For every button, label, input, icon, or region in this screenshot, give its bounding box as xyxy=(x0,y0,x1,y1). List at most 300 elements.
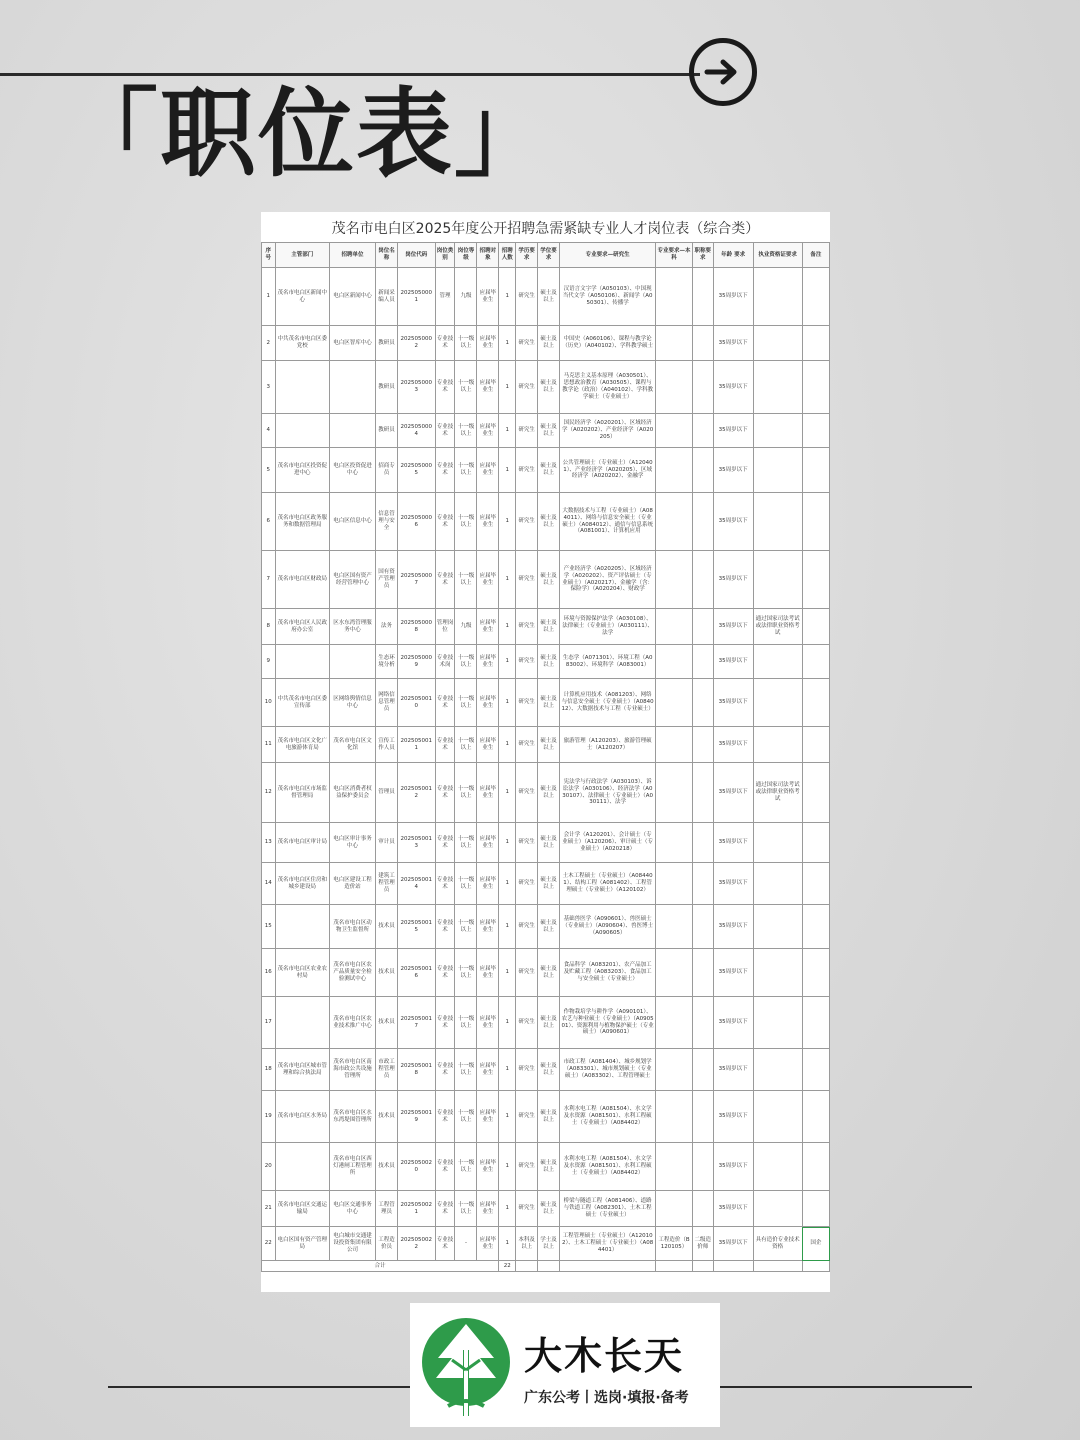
cell-degree: 硕士及以上 xyxy=(538,1049,560,1091)
cell-remark: 国企 xyxy=(802,1227,829,1261)
cell-edu: 研究生 xyxy=(516,414,538,448)
cell-remark xyxy=(802,493,829,551)
cell-degree: 硕士及以上 xyxy=(538,1143,560,1191)
cell-degree: 硕士及以上 xyxy=(538,679,560,727)
cell-undergrad: 工程造价（B120105） xyxy=(656,1227,693,1261)
cell-cert xyxy=(753,905,802,949)
cell-cert xyxy=(753,645,802,679)
column-header: 职称要求 xyxy=(692,243,713,268)
cell-cat: 专业技术岗 xyxy=(435,645,455,679)
cell-remark xyxy=(802,949,829,997)
cell-no: 11 xyxy=(262,727,276,763)
total-empty-cell xyxy=(753,1261,802,1272)
cell-level: - xyxy=(455,1227,477,1261)
cell-title xyxy=(692,905,713,949)
cell-age: 35周岁以下 xyxy=(713,1191,753,1227)
table-row xyxy=(262,823,830,863)
cell-no: 18 xyxy=(262,1049,276,1091)
cell-major: 产业经济学（A020205）、区域经济学（A020202）、资产评估硕士（专业硕士）（A020217）、金融学（含：保险学）（A020204）、财政学 xyxy=(560,551,656,609)
column-header: 岗位代码 xyxy=(397,243,435,268)
cell-level: 十一级以上 xyxy=(455,863,477,905)
cell-cert xyxy=(753,1191,802,1227)
table-total-row xyxy=(262,1261,830,1272)
cell-dept xyxy=(275,645,329,679)
cell-num: 1 xyxy=(499,414,516,448)
cell-title xyxy=(692,1191,713,1227)
cell-degree: 硕士及以上 xyxy=(538,609,560,645)
table-row xyxy=(262,1227,830,1261)
table-row xyxy=(262,1091,830,1143)
tree-logo-icon xyxy=(418,1310,514,1420)
cell-title xyxy=(692,1091,713,1143)
cell-title xyxy=(692,727,713,763)
cell-num: 1 xyxy=(499,493,516,551)
column-header: 学位要求 xyxy=(538,243,560,268)
cell-age: 35周岁以下 xyxy=(713,863,753,905)
cell-post: 管理员 xyxy=(376,763,398,823)
cell-title xyxy=(692,493,713,551)
cell-cert xyxy=(753,326,802,361)
cell-age: 35周岁以下 xyxy=(713,1091,753,1143)
cell-unit: 茂名市电白区农产品质量安全检验测试中心 xyxy=(329,949,375,997)
cell-code: 2025050003 xyxy=(397,361,435,414)
table-row xyxy=(262,1191,830,1227)
column-header: 学历要求 xyxy=(516,243,538,268)
cell-cert xyxy=(753,727,802,763)
cell-unit: 茂名市电白区南海市政公共设施管理所 xyxy=(329,1049,375,1091)
cell-code: 2025050022 xyxy=(397,1227,435,1261)
cell-cat: 专业技术 xyxy=(435,1227,455,1261)
cell-target: 应届毕业生 xyxy=(477,551,499,609)
cell-dept: 茂名市电白区水务局 xyxy=(275,1091,329,1143)
column-header: 专业要求—研究生 xyxy=(560,243,656,268)
cell-undergrad xyxy=(656,1091,693,1143)
cell-no: 2 xyxy=(262,326,276,361)
cell-unit xyxy=(329,361,375,414)
cell-unit: 电白区新闻中心 xyxy=(329,268,375,326)
cell-cert xyxy=(753,414,802,448)
brand-card xyxy=(410,1303,720,1427)
cell-age: 35周岁以下 xyxy=(713,997,753,1049)
cell-target: 应届毕业生 xyxy=(477,268,499,326)
cell-age: 35周岁以下 xyxy=(713,448,753,493)
cell-no: 8 xyxy=(262,609,276,645)
cell-undergrad xyxy=(656,1049,693,1091)
column-header: 年龄 要求 xyxy=(713,243,753,268)
cell-level: 十一级以上 xyxy=(455,997,477,1049)
table-row xyxy=(262,645,830,679)
cell-remark xyxy=(802,1191,829,1227)
column-header: 招聘单位 xyxy=(329,243,375,268)
cell-num: 1 xyxy=(499,949,516,997)
cell-num: 1 xyxy=(499,645,516,679)
cell-edu: 研究生 xyxy=(516,1049,538,1091)
table-row xyxy=(262,727,830,763)
cell-unit: 电白区消费者权益保护委员会 xyxy=(329,763,375,823)
cell-degree: 硕士及以上 xyxy=(538,727,560,763)
cell-target: 应届毕业生 xyxy=(477,1227,499,1261)
cell-cat: 专业技术 xyxy=(435,414,455,448)
cell-remark xyxy=(802,361,829,414)
cell-age: 35周岁以下 xyxy=(713,949,753,997)
job-position-sheet xyxy=(261,212,830,1292)
table-row xyxy=(262,268,830,326)
cell-code: 2025050016 xyxy=(397,949,435,997)
cell-num: 1 xyxy=(499,905,516,949)
cell-age: 35周岁以下 xyxy=(713,493,753,551)
cell-cert xyxy=(753,1143,802,1191)
cell-post: 技术员 xyxy=(376,905,398,949)
cell-post: 宣传工作人员 xyxy=(376,727,398,763)
cell-unit: 电白区投资促进中心 xyxy=(329,448,375,493)
cell-no: 13 xyxy=(262,823,276,863)
cell-no: 4 xyxy=(262,414,276,448)
cell-target: 应届毕业生 xyxy=(477,645,499,679)
cell-undergrad xyxy=(656,645,693,679)
column-header: 岗位等级 xyxy=(455,243,477,268)
table-row xyxy=(262,763,830,823)
cell-age: 35周岁以下 xyxy=(713,679,753,727)
cell-title xyxy=(692,448,713,493)
cell-post: 技术员 xyxy=(376,949,398,997)
cell-undergrad xyxy=(656,609,693,645)
cell-no: 6 xyxy=(262,493,276,551)
cell-degree: 硕士及以上 xyxy=(538,326,560,361)
cell-post: 技术员 xyxy=(376,1091,398,1143)
cell-remark xyxy=(802,863,829,905)
cell-degree: 硕士及以上 xyxy=(538,763,560,823)
cell-target: 应届毕业生 xyxy=(477,863,499,905)
table-row xyxy=(262,1049,830,1091)
column-header: 备注 xyxy=(802,243,829,268)
cell-degree: 硕士及以上 xyxy=(538,1091,560,1143)
cell-num: 1 xyxy=(499,361,516,414)
cell-level: 十一级以上 xyxy=(455,1191,477,1227)
cell-age: 35周岁以下 xyxy=(713,763,753,823)
cell-num: 1 xyxy=(499,1049,516,1091)
cell-post: 法务 xyxy=(376,609,398,645)
cell-edu: 研究生 xyxy=(516,763,538,823)
cell-target: 应届毕业生 xyxy=(477,1191,499,1227)
cell-post: 教研员 xyxy=(376,326,398,361)
cell-level: 十一级以上 xyxy=(455,448,477,493)
cell-post: 网络信息管理员 xyxy=(376,679,398,727)
cell-cert xyxy=(753,361,802,414)
cell-dept: 茂名市电白区城市管理和综合执法局 xyxy=(275,1049,329,1091)
cell-unit: 电白区审计事务中心 xyxy=(329,823,375,863)
cell-remark xyxy=(802,268,829,326)
cell-remark xyxy=(802,997,829,1049)
cell-undergrad xyxy=(656,326,693,361)
cell-remark xyxy=(802,1091,829,1143)
cell-code: 2025050008 xyxy=(397,609,435,645)
cell-post: 教研员 xyxy=(376,414,398,448)
top-divider-line xyxy=(0,73,700,76)
cell-post: 信息管理与安全 xyxy=(376,493,398,551)
cell-cat: 专业技术 xyxy=(435,679,455,727)
cell-num: 1 xyxy=(499,863,516,905)
cell-remark xyxy=(802,448,829,493)
cell-title xyxy=(692,763,713,823)
cell-undergrad xyxy=(656,863,693,905)
cell-cert xyxy=(753,1091,802,1143)
cell-num: 1 xyxy=(499,326,516,361)
cell-no: 12 xyxy=(262,763,276,823)
cell-level: 十一级以上 xyxy=(455,326,477,361)
cell-unit: 茂名市电白区文化馆 xyxy=(329,727,375,763)
cell-dept: 电白区国有资产管理局 xyxy=(275,1227,329,1261)
cell-age: 35周岁以下 xyxy=(713,326,753,361)
cell-edu: 研究生 xyxy=(516,1091,538,1143)
cell-num: 1 xyxy=(499,1191,516,1227)
cell-num: 1 xyxy=(499,1227,516,1261)
cell-target: 应届毕业生 xyxy=(477,448,499,493)
cell-level: 九级 xyxy=(455,609,477,645)
cell-cert xyxy=(753,997,802,1049)
cell-no: 16 xyxy=(262,949,276,997)
cell-unit xyxy=(329,414,375,448)
cell-degree: 硕士及以上 xyxy=(538,551,560,609)
cell-title xyxy=(692,863,713,905)
cell-no: 9 xyxy=(262,645,276,679)
cell-dept: 茂名市电白区农业农村局 xyxy=(275,949,329,997)
cell-unit: 茂名市电白区农业技术推广中心 xyxy=(329,997,375,1049)
cell-edu: 研究生 xyxy=(516,727,538,763)
cell-edu: 研究生 xyxy=(516,551,538,609)
cell-major: 旅游管理（A120203）、旅游管理硕士（A120207） xyxy=(560,727,656,763)
table-row xyxy=(262,609,830,645)
table-row xyxy=(262,361,830,414)
cell-no: 15 xyxy=(262,905,276,949)
cell-num: 1 xyxy=(499,1091,516,1143)
cell-edu: 研究生 xyxy=(516,863,538,905)
table-row xyxy=(262,493,830,551)
cell-code: 2025050015 xyxy=(397,905,435,949)
cell-degree: 硕士及以上 xyxy=(538,863,560,905)
cell-code: 2025050010 xyxy=(397,679,435,727)
cell-level: 十一级以上 xyxy=(455,727,477,763)
cell-edu: 本科及以上 xyxy=(516,1227,538,1261)
cell-post: 审计员 xyxy=(376,823,398,863)
cell-num: 1 xyxy=(499,823,516,863)
cell-code: 2025050012 xyxy=(397,763,435,823)
cell-edu: 研究生 xyxy=(516,448,538,493)
cell-cert: 通过国家司法考试或法律职业资格考试 xyxy=(753,609,802,645)
cell-title xyxy=(692,823,713,863)
cell-major: 马克思主义基本原理（A030501）、思想政治教育（A030505）、课程与教学论（政治）（A040102）、学科教学硕士（专业硕士） xyxy=(560,361,656,414)
cell-title xyxy=(692,1049,713,1091)
total-empty-cell xyxy=(538,1261,560,1272)
cell-undergrad xyxy=(656,905,693,949)
cell-level: 十一级以上 xyxy=(455,823,477,863)
cell-major: 工程管理硕士（专业硕士）（A120102）、土木工程硕士（专业硕士）（A084401） xyxy=(560,1227,656,1261)
cell-degree: 硕士及以上 xyxy=(538,268,560,326)
cell-num: 1 xyxy=(499,448,516,493)
table-row xyxy=(262,949,830,997)
column-header: 主管部门 xyxy=(275,243,329,268)
cell-dept: 中共茂名市电白区委宣传部 xyxy=(275,679,329,727)
cell-degree: 硕士及以上 xyxy=(538,448,560,493)
cell-level: 十一级以上 xyxy=(455,1091,477,1143)
cell-no: 3 xyxy=(262,361,276,414)
cell-edu: 研究生 xyxy=(516,679,538,727)
cell-edu: 研究生 xyxy=(516,645,538,679)
cell-no: 7 xyxy=(262,551,276,609)
cell-major: 国民经济学（A020201）、区域经济学（A020202）、产业经济学（A020205） xyxy=(560,414,656,448)
cell-edu: 研究生 xyxy=(516,493,538,551)
cell-edu: 研究生 xyxy=(516,997,538,1049)
cell-age: 35周岁以下 xyxy=(713,361,753,414)
column-header: 执业资格证要求 xyxy=(753,243,802,268)
brand-tagline: 广东公考丨选岗·填报·备考 xyxy=(524,1390,689,1406)
cell-title xyxy=(692,1143,713,1191)
cell-undergrad xyxy=(656,679,693,727)
cell-undergrad xyxy=(656,1191,693,1227)
cell-remark xyxy=(802,645,829,679)
cell-cert xyxy=(753,863,802,905)
cell-major: 宪法学与行政法学（A030103）、诉讼法学（A030106）、经济法学（A030107）、法律硕士（专业硕士）（A030111）、法学 xyxy=(560,763,656,823)
cell-cat: 专业技术 xyxy=(435,823,455,863)
table-row xyxy=(262,905,830,949)
cell-num: 1 xyxy=(499,763,516,823)
cell-dept xyxy=(275,905,329,949)
cell-major: 生态学（A071301）、环境工程（A083002）、环境科学（A083001） xyxy=(560,645,656,679)
cell-major: 桥梁与隧道工程（A081406）、道路与铁道工程（A082301）、土木工程硕士（专业硕士） xyxy=(560,1191,656,1227)
cell-level: 十一级以上 xyxy=(455,645,477,679)
cell-major: 食品科学（A083201）、农产品加工及贮藏工程（A083203）、食品加工与安全硕士（专业硕士） xyxy=(560,949,656,997)
cell-code: 2025050005 xyxy=(397,448,435,493)
cell-cat: 管理 xyxy=(435,268,455,326)
cell-target: 应届毕业生 xyxy=(477,1143,499,1191)
cell-dept: 茂名市电白区财政局 xyxy=(275,551,329,609)
page-title: 「职位表」 xyxy=(62,78,552,190)
cell-unit: 茂名市电白区西灯港闸工程管理所 xyxy=(329,1143,375,1191)
table-row xyxy=(262,1143,830,1191)
cell-major: 基础兽医学（A090601）、兽医硕士（专业硕士）（A090604）、兽医博士（A090605） xyxy=(560,905,656,949)
cell-code: 2025050002 xyxy=(397,326,435,361)
job-position-table xyxy=(261,242,830,1272)
cell-target: 应届毕业生 xyxy=(477,727,499,763)
cell-code: 2025050020 xyxy=(397,1143,435,1191)
cell-undergrad xyxy=(656,823,693,863)
cell-no: 1 xyxy=(262,268,276,326)
cell-age: 35周岁以下 xyxy=(713,551,753,609)
cell-code: 2025050011 xyxy=(397,727,435,763)
cell-edu: 研究生 xyxy=(516,1143,538,1191)
cell-remark xyxy=(802,679,829,727)
cell-target: 应届毕业生 xyxy=(477,361,499,414)
cell-degree: 硕士及以上 xyxy=(538,361,560,414)
column-header: 岗位名称 xyxy=(376,243,398,268)
cell-target: 应届毕业生 xyxy=(477,997,499,1049)
cell-age: 35周岁以下 xyxy=(713,645,753,679)
cell-num: 1 xyxy=(499,1143,516,1191)
bottom-divider-right xyxy=(720,1386,972,1388)
cell-post: 建筑工程管理员 xyxy=(376,863,398,905)
cell-major: 中国史（A060106）、课程与教学论（历史）（A040102）、学科教学硕士 xyxy=(560,326,656,361)
cell-post: 工程造价员 xyxy=(376,1227,398,1261)
cell-age: 35周岁以下 xyxy=(713,268,753,326)
cell-dept: 茂名市电白区新闻中心 xyxy=(275,268,329,326)
cell-cat: 专业技术 xyxy=(435,949,455,997)
cell-target: 应届毕业生 xyxy=(477,1091,499,1143)
column-header: 招聘对象 xyxy=(477,243,499,268)
cell-num: 1 xyxy=(499,727,516,763)
total-count: 22 xyxy=(499,1261,516,1272)
cell-code: 2025050021 xyxy=(397,1191,435,1227)
sheet-title: 茂名市电白区2025年度公开招聘急需紧缺专业人才岗位表（综合类） xyxy=(331,221,760,237)
table-row xyxy=(262,863,830,905)
cell-dept: 茂名市电白区投资促进中心 xyxy=(275,448,329,493)
total-empty-cell xyxy=(802,1261,829,1272)
cell-target: 应届毕业生 xyxy=(477,823,499,863)
cell-undergrad xyxy=(656,949,693,997)
cell-degree: 硕士及以上 xyxy=(538,905,560,949)
cell-age: 35周岁以下 xyxy=(713,609,753,645)
cell-age: 35周岁以下 xyxy=(713,1143,753,1191)
cell-title: 二级造价师 xyxy=(692,1227,713,1261)
cell-target: 应届毕业生 xyxy=(477,905,499,949)
cell-major: 作物栽培学与耕作学（A090101）、农艺与种业硕士（专业硕士）（A090501）、资源利用与植物保护硕士（专业硕士）（A090601） xyxy=(560,997,656,1049)
cell-level: 十一级以上 xyxy=(455,551,477,609)
cell-no: 17 xyxy=(262,997,276,1049)
brand-name: 大木长天 xyxy=(524,1334,685,1378)
total-empty-cell xyxy=(656,1261,693,1272)
cell-cat: 专业技术 xyxy=(435,1091,455,1143)
cell-level: 十一级以上 xyxy=(455,763,477,823)
cell-num: 1 xyxy=(499,997,516,1049)
cell-age: 35周岁以下 xyxy=(713,1227,753,1261)
cell-cert xyxy=(753,1049,802,1091)
cell-level: 十一级以上 xyxy=(455,1143,477,1191)
cell-unit: 区网络舆情信息中心 xyxy=(329,679,375,727)
cell-cert xyxy=(753,949,802,997)
cell-cat: 专业技术 xyxy=(435,361,455,414)
cell-level: 十一级以上 xyxy=(455,361,477,414)
total-empty-cell xyxy=(560,1261,656,1272)
cell-dept xyxy=(275,997,329,1049)
cell-title xyxy=(692,645,713,679)
cell-cat: 专业技术 xyxy=(435,863,455,905)
cell-cat: 专业技术 xyxy=(435,997,455,1049)
cell-remark xyxy=(802,326,829,361)
cell-no: 14 xyxy=(262,863,276,905)
cell-remark xyxy=(802,763,829,823)
table-row xyxy=(262,679,830,727)
cell-code: 2025050018 xyxy=(397,1049,435,1091)
cell-cat: 专业技术 xyxy=(435,551,455,609)
cell-post: 市政工程管理员 xyxy=(376,1049,398,1091)
cell-post: 技术员 xyxy=(376,997,398,1049)
next-arrow-button[interactable] xyxy=(689,38,757,106)
cell-major: 会计学（A120201）、会计硕士（专业硕士）（A120206）、审计硕士（专业硕士）（A020218） xyxy=(560,823,656,863)
cell-no: 10 xyxy=(262,679,276,727)
cell-cert xyxy=(753,493,802,551)
cell-num: 1 xyxy=(499,609,516,645)
cell-major: 水利水电工程（A081504）、水文学及水资源（A081501）、水利工程硕士（专业硕士）（A084402） xyxy=(560,1143,656,1191)
cell-degree: 硕士及以上 xyxy=(538,645,560,679)
cell-edu: 研究生 xyxy=(516,268,538,326)
cell-target: 应届毕业生 xyxy=(477,326,499,361)
cell-target: 应届毕业生 xyxy=(477,679,499,727)
cell-cert xyxy=(753,448,802,493)
cell-undergrad xyxy=(656,1143,693,1191)
cell-title xyxy=(692,609,713,645)
cell-cat: 专业技术 xyxy=(435,1049,455,1091)
cell-num: 1 xyxy=(499,551,516,609)
cell-post: 生态环境分析 xyxy=(376,645,398,679)
total-label: 合计 xyxy=(262,1261,499,1272)
